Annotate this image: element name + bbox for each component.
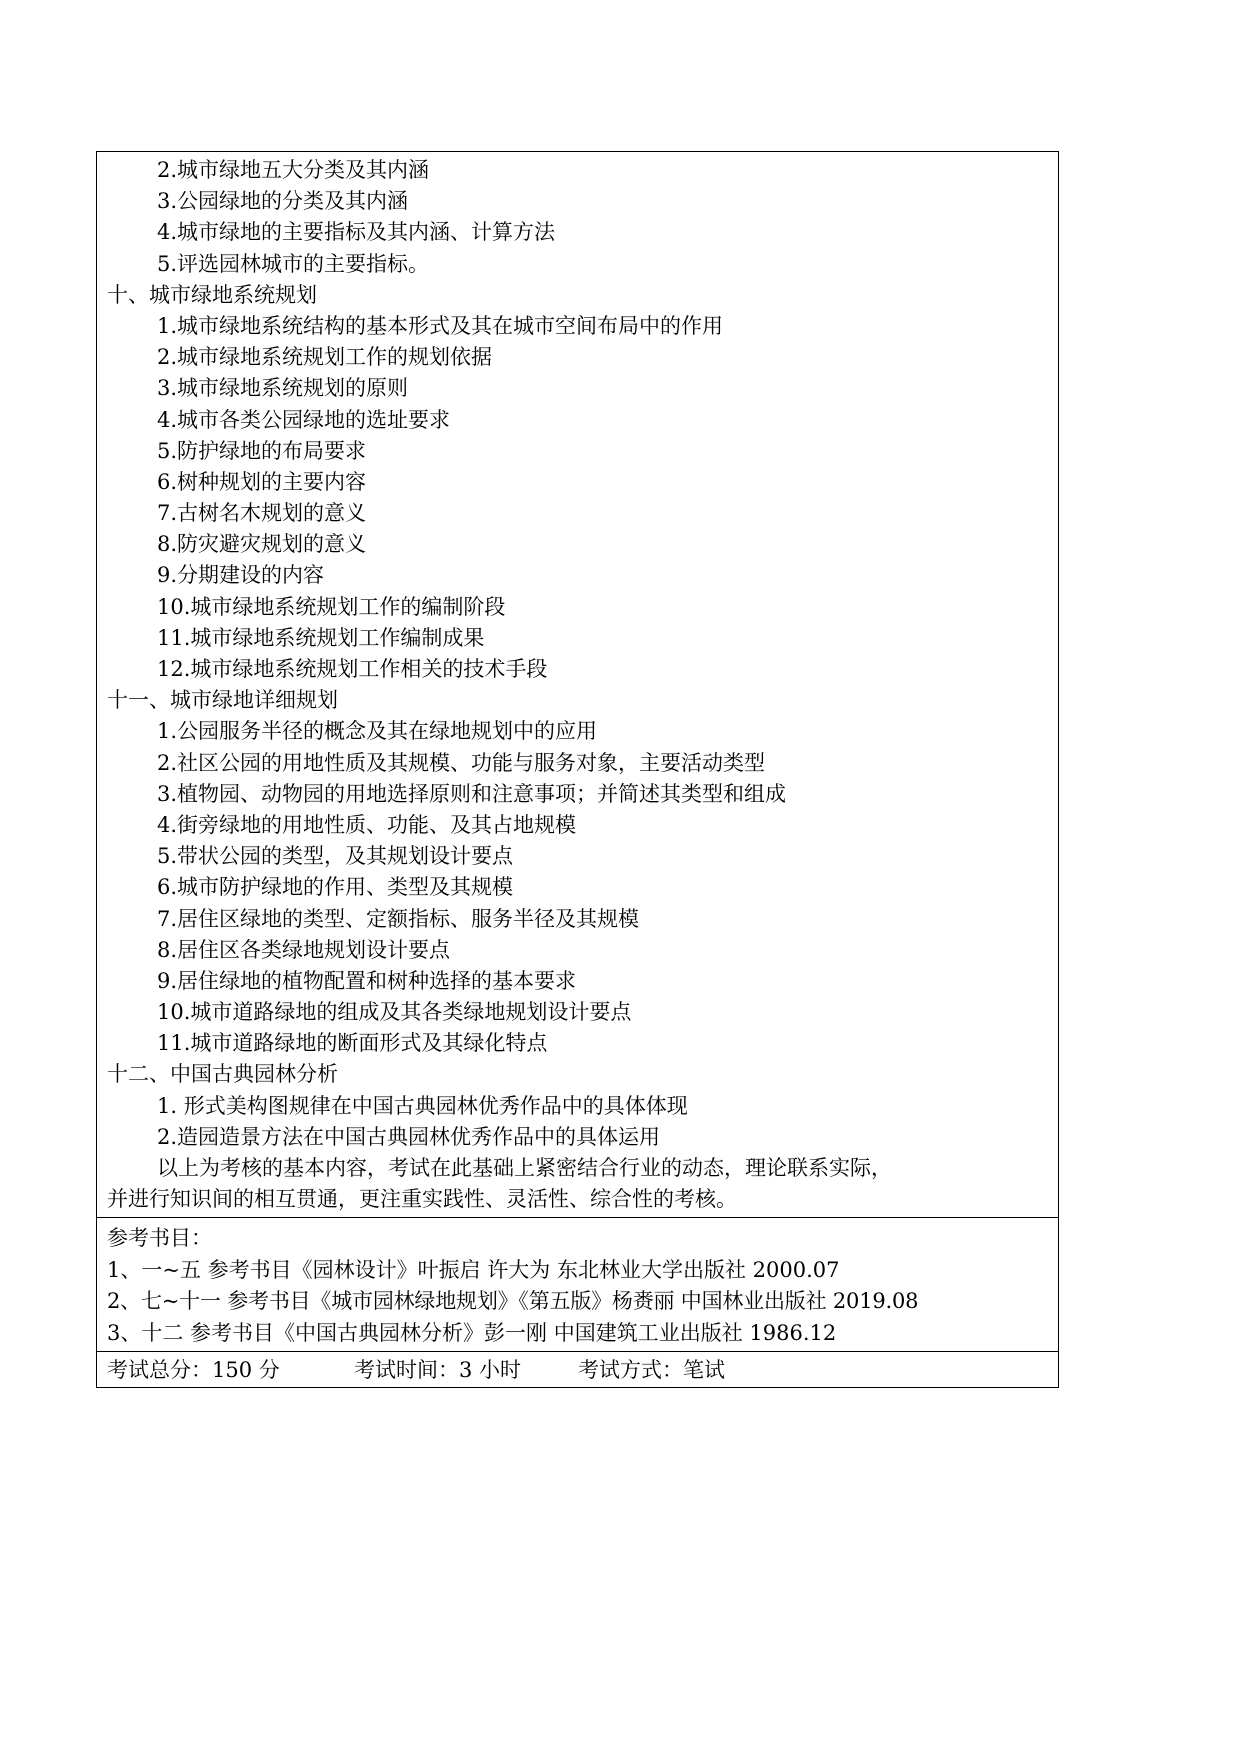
outline-item: 1.公园服务半径的概念及其在绿地规划中的应用: [157, 719, 598, 744]
outline-item: 6.城市防护绿地的作用、类型及其规模: [157, 875, 514, 900]
outline-item: 2.城市绿地五大分类及其内涵: [157, 158, 430, 182]
outline-item: 9.居住绿地的植物配置和树种选择的基本要求: [157, 968, 577, 993]
outline-item: 2.造园造景方法在中国古典园林优秀作品中的具体运用: [157, 1124, 661, 1149]
outline-item: 3.城市绿地系统规划的原则: [157, 376, 409, 401]
outline-item: 4.城市绿地的主要指标及其内涵、计算方法: [157, 220, 556, 245]
outline-item: 8.防灾避灾规划的意义: [157, 532, 367, 557]
outline-item: 6.树种规划的主要内容: [157, 469, 367, 494]
outline-item: 4.城市各类公园绿地的选址要求: [157, 407, 451, 432]
reference-item: 2、七~十一 参考书目《城市园林绿地规划》《第五版》杨赉丽 中国林业出版社 2019.08: [107, 1289, 919, 1314]
outline-item: 2.社区公园的用地性质及其规模、功能与服务对象，主要活动类型: [157, 750, 766, 775]
outline-item: 11.城市道路绿地的断面形式及其绿化特点: [157, 1031, 548, 1056]
reference-item: 1、一~五 参考书目《园林设计》叶振启 许大为 东北林业大学出版社 2000.07: [107, 1257, 840, 1282]
outline-heading: 并进行知识间的相互贯通，更注重实践性、灵活性、综合性的考核。: [107, 1187, 737, 1212]
outline-item: 10.城市道路绿地的组成及其各类绿地规划设计要点: [157, 1000, 632, 1025]
outline-item: 7.居住区绿地的类型、定额指标、服务半径及其规模: [157, 906, 640, 931]
reference-item: 3、十二 参考书目《中国古典园林分析》彭一刚 中国建筑工业出版社 1986.12: [107, 1320, 837, 1345]
outline-item: 10.城市绿地系统规划工作的编制阶段: [157, 594, 506, 619]
exam-duration: 考试时间：3 小时: [354, 1358, 522, 1383]
syllabus-table: [96, 151, 1059, 1388]
outline-item: 3.植物园、动物园的用地选择原则和注意事项；并简述其类型和组成: [157, 781, 787, 806]
outline-item: 5.带状公园的类型，及其规划设计要点: [157, 844, 514, 869]
outline-item: 5.评选园林城市的主要指标。: [157, 251, 430, 276]
outline-item: 2.城市绿地系统规划工作的规划依据: [157, 345, 493, 370]
content-cell: [97, 152, 1058, 1217]
outline-heading: 十一、城市绿地详细规划: [107, 688, 338, 713]
outline-item: 1.城市绿地系统结构的基本形式及其在城市空间布局中的作用: [157, 313, 724, 338]
exam-total-score: 考试总分：150 分: [107, 1358, 280, 1383]
outline-item: 8.居住区各类绿地规划设计要点: [157, 937, 451, 962]
references-heading: 参考书目：: [107, 1226, 212, 1251]
outline-heading: 十二、中国古典园林分析: [107, 1062, 338, 1087]
references-cell: [97, 1217, 1058, 1351]
outline-item: 以上为考核的基本内容，考试在此基础上紧密结合行业的动态，理论联系实际，: [157, 1156, 892, 1180]
exam-method: 考试方式：笔试: [578, 1358, 725, 1383]
outline-item: 4.街旁绿地的用地性质、功能、及其占地规模: [157, 812, 577, 837]
exam-info-cell: [97, 1351, 1058, 1387]
outline-item: 7.古树名木规划的意义: [157, 501, 367, 526]
outline-item: 12.城市绿地系统规划工作相关的技术手段: [157, 657, 548, 681]
outline-heading: 十、城市绿地系统规划: [107, 282, 317, 307]
outline-item: 1. 形式美构图规律在中国古典园林优秀作品中的具体体现: [157, 1093, 688, 1118]
outline-item: 9.分期建设的内容: [157, 563, 325, 588]
outline-item: 5.防护绿地的布局要求: [157, 438, 367, 463]
outline-item: 3.公园绿地的分类及其内涵: [157, 189, 409, 214]
outline-item: 11.城市绿地系统规划工作编制成果: [157, 625, 485, 650]
